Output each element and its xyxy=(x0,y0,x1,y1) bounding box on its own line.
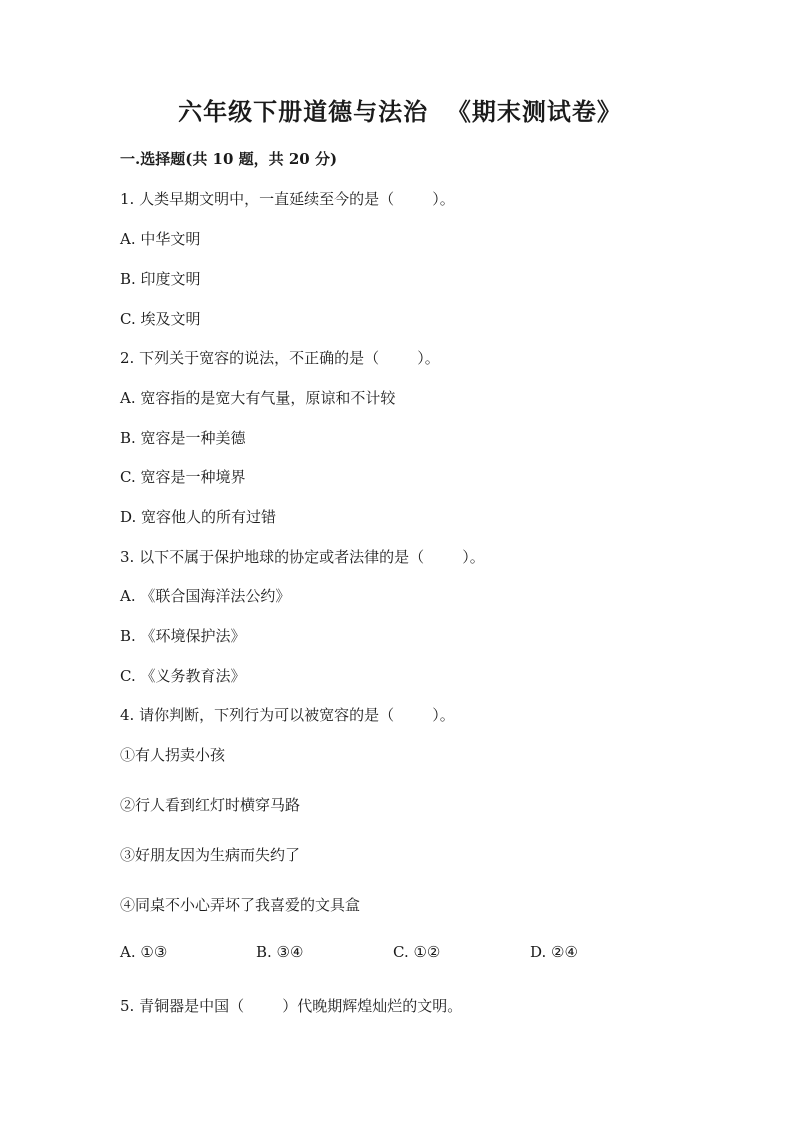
question-3-option-b: B. 《环境保护法》 xyxy=(120,627,246,645)
question-4-option-d: D. ②④ xyxy=(530,943,578,961)
question-3-option-c: C. 《义务教育法》 xyxy=(120,667,246,685)
question-4-item-1: ①有人拐卖小孩 xyxy=(120,746,226,764)
question-4-stem: 4. 请你判断，下列行为可以被宽容的是（ ）。 xyxy=(120,706,455,724)
question-4-option-a: A. ①③ xyxy=(120,943,168,961)
question-4-item-4: ④同桌不小心弄坏了我喜爱的文具盒 xyxy=(120,896,361,914)
question-4-item-2: ②行人看到红灯时横穿马路 xyxy=(120,796,301,814)
question-4-option-b: B. ③④ xyxy=(256,943,304,961)
question-4-option-c: C. ①② xyxy=(393,943,441,961)
question-4-item-3: ③好朋友因为生病而失约了 xyxy=(120,846,301,864)
question-1-option-a: A. 中华文明 xyxy=(120,230,201,248)
question-3-stem: 3. 以下不属于保护地球的协定或者法律的是（ ）。 xyxy=(120,548,485,566)
question-2-option-a: A. 宽容指的是宽大有气量，原谅和不计较 xyxy=(120,389,396,407)
question-1-option-c: C. 埃及文明 xyxy=(120,310,201,328)
page-title: 六年级下册道德与法治 《期末测试卷》 xyxy=(178,97,622,126)
question-1-option-b: B. 印度文明 xyxy=(120,270,201,288)
question-2-option-c: C. 宽容是一种境界 xyxy=(120,468,246,486)
question-5-stem: 5. 青铜器是中国（ ）代晚期辉煌灿烂的文明。 xyxy=(120,997,463,1015)
question-3-option-a: A. 《联合国海洋法公约》 xyxy=(120,587,291,605)
question-2-option-b: B. 宽容是一种美德 xyxy=(120,429,246,447)
question-2-option-d: D. 宽容他人的所有过错 xyxy=(120,508,277,526)
question-4-options-row xyxy=(0,943,800,965)
question-2-stem: 2. 下列关于宽容的说法，不正确的是（ ）。 xyxy=(120,349,440,367)
question-1-stem: 1. 人类早期文明中，一直延续至今的是（ ）。 xyxy=(120,190,455,208)
section-header: 一.选择题(共 10 题，共 20 分) xyxy=(120,150,338,168)
